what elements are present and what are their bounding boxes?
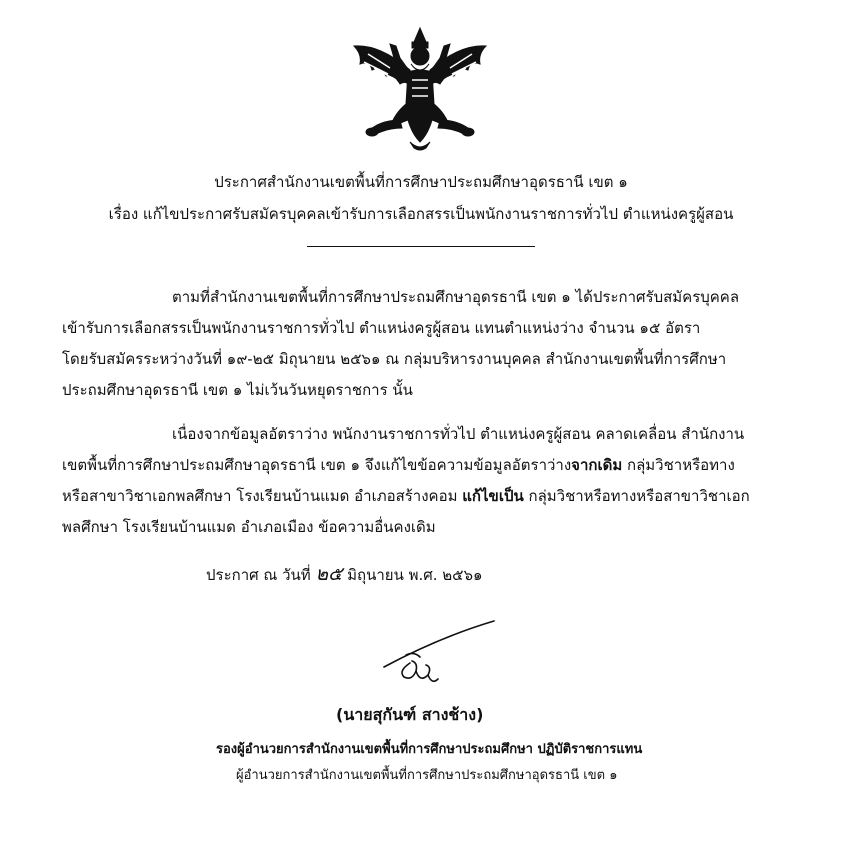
paragraph-1-line-2: เข้ารับการเลือกสรรเป็นพนักงานราชการทั่วไป ตำแหน่งครูผู้สอน แทนตำแหน่งว่าง จำนวน ๑๕ อัตรา <box>62 319 701 337</box>
announcement-title: ประกาศสำนักงานเขตพื้นที่การศึกษาประถมศึกษาอุดรธานี เขต ๑ <box>214 173 628 191</box>
paragraph-2-line-2-tail: กลุ่มวิชาหรือทาง <box>622 456 735 474</box>
paragraph-2-line-3-text: หรือสาขาวิชาเอกพลศึกษา โรงเรียนบ้านแมด อำเภอสร้างคอม <box>62 487 463 505</box>
date-prefix: ประกาศ ณ วันที่ <box>206 566 316 584</box>
title-divider <box>307 246 535 247</box>
paragraph-1-line-3: โดยรับสมัครระหว่างวันที่ ๑๙-๒๕ มิถุนายน ๒๕๖๑ ณ กลุ่มบริหารงานบุคคล สำนักงานเขตพื้นที่การศึกษา <box>62 350 727 368</box>
signer-position-1: รองผู้อำนวยการสำนักงานเขตพื้นที่การศึกษาประถมศึกษา ปฏิบัติราชการแทน <box>216 742 643 757</box>
paragraph-2-line-3-tail: กลุ่มวิชาหรือทางหรือสาขาวิชาเอก <box>523 487 750 505</box>
signer-name: (นายสุกันฑ์ สางช้าง) <box>336 705 484 724</box>
garuda-emblem-icon <box>350 24 490 154</box>
paragraph-2-line-2-text: เขตพื้นที่การศึกษาประถมศึกษาอุดรธานี เขต ๑ จึงแก้ไขข้อความข้อมูลอัตราว่าง <box>62 456 572 474</box>
paragraph-1-line-1: ตามที่สำนักงานเขตพื้นที่การศึกษาประถมศึกษาอุดรธานี เขต ๑ ได้ประกาศรับสมัครบุคคล <box>172 288 740 306</box>
announcement-date <box>206 564 483 585</box>
date-suffix: มิถุนายน พ.ศ. ๒๕๖๑ <box>342 566 483 584</box>
handwritten-signature-icon <box>370 615 510 690</box>
from-original-label: จากเดิม <box>571 456 623 474</box>
date-day-handwritten: ๒๕ <box>315 563 343 585</box>
paragraph-2-line-1: เนื่องจากข้อมูลอัตราว่าง พนักงานราชการทั่วไป ตำแหน่งครูผู้สอน คลาดเคลื่อน สำนักงาน <box>172 425 745 443</box>
paragraph-2-line-3 <box>62 486 750 506</box>
announcement-subject: เรื่อง แก้ไขประกาศรับสมัครบุคคลเข้ารับการเลือกสรรเป็นพนักงานราชการทั่วไป ตำแหน่งครูผู้สอน <box>108 205 734 223</box>
paragraph-1-line-4: ประถมศึกษาอุดรธานี เขต ๑ ไม่เว้นวันหยุดราชการ นั้น <box>62 381 413 399</box>
corrected-to-label: แก้ไขเป็น <box>462 487 524 505</box>
paragraph-2-line-4: พลศึกษา โรงเรียนบ้านแมด อำเภอเมือง ข้อความอื่นคงเดิม <box>62 518 436 536</box>
paragraph-2-line-2 <box>62 455 735 475</box>
signer-position-2: ผู้อำนวยการสำนักงานเขตพื้นที่การศึกษาประถมศึกษาอุดรธานี เขต ๑ <box>236 768 618 783</box>
